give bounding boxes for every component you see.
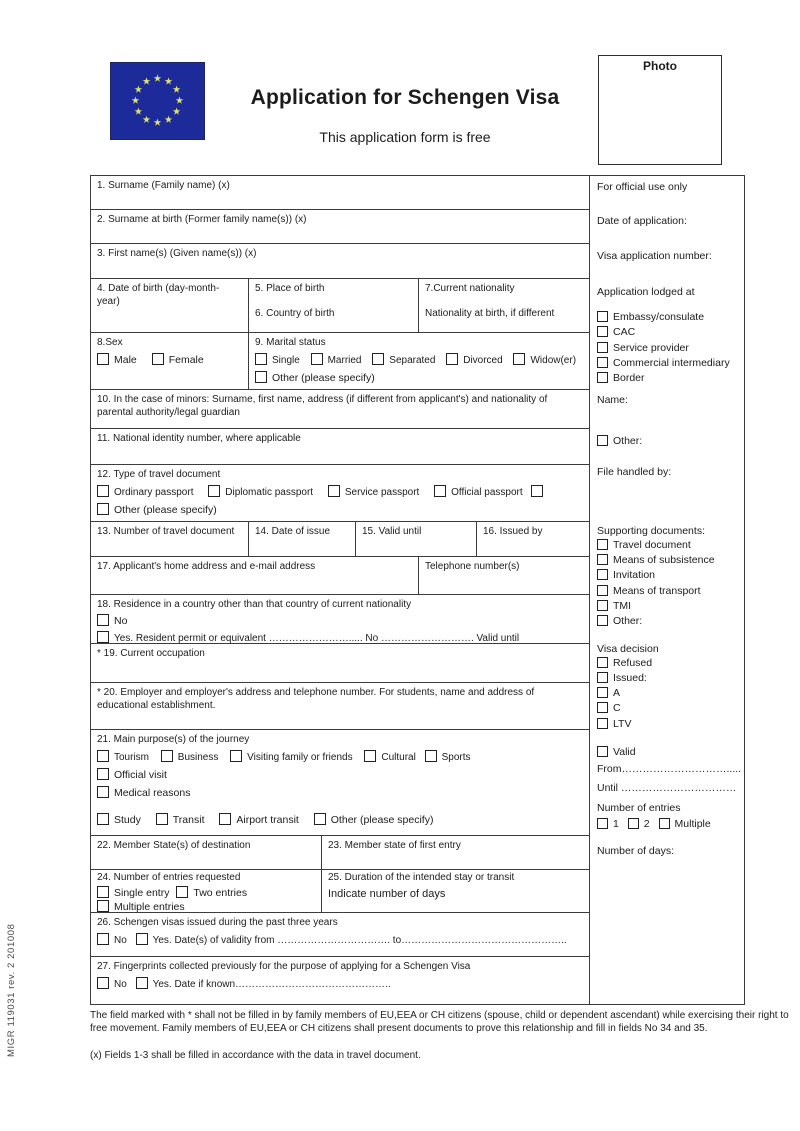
opt-married-label: Married — [327, 354, 362, 366]
row-fields-8-9 — [91, 333, 589, 390]
field-4-date-of-birth[interactable] — [91, 279, 249, 332]
opt-means-of-subsistence-label: Means of subsistence — [613, 554, 715, 567]
opt-commercial-intermediary — [597, 356, 737, 371]
checkbox-diplomatic-passport[interactable] — [208, 485, 220, 497]
field-27-label: 27. Fingerprints collected previously for the purpose of applying for a Schengen Visa — [97, 961, 471, 972]
field-11-label: 11. National identity number, where applicable — [97, 433, 301, 444]
opt-study — [97, 814, 141, 826]
field-5-label: 5. Place of birth — [255, 283, 325, 294]
opt-means-of-subsistence — [597, 553, 737, 568]
opt-entries-1-label: 1 — [613, 818, 619, 831]
opt-fingerprints-no — [97, 979, 127, 990]
field-13-label: 13. Number of travel document — [97, 526, 235, 537]
footer-note-asterisk: The field marked with * shall not be filled in by family members of EU,EEA or CH citizens (spouse, child or dependent ascendant) while exercising their right to free movement. Family members of EU,EEA or CH citizens shall present documents to prove this relationship and fill in fields No 34 and 35. — [90, 1010, 789, 1034]
checkbox-residence-no[interactable] — [97, 614, 109, 626]
checkbox-visa-ltv[interactable] — [597, 718, 608, 729]
opt-embassy-consulate-label: Embassy/consulate — [613, 311, 705, 323]
opt-visa-c — [597, 701, 737, 716]
opt-visa-a — [597, 686, 737, 701]
field-22-destination[interactable] — [91, 836, 322, 869]
opt-widower — [513, 355, 576, 366]
opt-cac-label: CAC — [613, 326, 636, 339]
opt-visa-c-label: C — [613, 702, 621, 715]
checkbox-visas-no[interactable] — [97, 933, 109, 945]
row-field-17 — [91, 557, 589, 595]
checkbox-marital-other[interactable] — [255, 371, 267, 383]
opt-issued-label: Issued: — [613, 671, 647, 684]
opt-fingerprints-yes-label: Yes. Date if known……………………………………….. — [152, 978, 391, 990]
file-handled-by-label: File handled by: — [597, 465, 672, 478]
checkbox-visa-a[interactable] — [597, 687, 608, 698]
opt-visas-no — [97, 935, 127, 946]
checkbox-medical-reasons[interactable] — [97, 786, 109, 798]
opt-service-provider-label: Service provider — [613, 341, 689, 354]
checkbox-purpose-other[interactable] — [314, 813, 326, 825]
field-8-sex — [91, 333, 249, 389]
official-use-panel — [590, 175, 745, 1005]
checkbox-airport-transit[interactable] — [219, 813, 231, 825]
opt-cac — [597, 325, 737, 340]
field-27-fingerprints — [91, 957, 589, 1004]
checkbox-entries-2[interactable] — [628, 818, 639, 829]
field-16-label: 16. Issued by — [483, 526, 543, 537]
opt-travel-doc-other — [97, 504, 217, 516]
field-10-minors[interactable] — [91, 390, 589, 429]
opt-single — [255, 355, 300, 366]
opt-separated — [372, 355, 435, 366]
checkbox-service-passport[interactable] — [328, 485, 340, 497]
opt-ordinary-passport-label: Ordinary passport — [114, 486, 194, 498]
eu-flag-icon — [110, 62, 205, 140]
valid-from-line: From…………………………..... — [597, 763, 742, 776]
checkbox-sports[interactable] — [425, 750, 437, 762]
checkbox-married[interactable] — [311, 353, 323, 365]
opt-two-entries — [176, 887, 247, 899]
checkbox-study[interactable] — [97, 813, 109, 825]
field-1-surname[interactable] — [91, 176, 589, 210]
valid-until-line: Until …………………………… — [597, 782, 737, 795]
opt-fingerprints-no-label: No — [114, 978, 127, 990]
opt-multiple-entries-label: Multiple entries — [114, 900, 185, 912]
opt-tmi — [597, 599, 737, 614]
row-fields-24-25 — [91, 870, 589, 913]
page-title: Application for Schengen Visa — [250, 86, 560, 109]
opt-tourism — [97, 752, 149, 763]
number-of-entries-label: Number of entries — [597, 802, 681, 815]
checkbox-official-visit[interactable] — [97, 768, 109, 780]
field-17-home-address[interactable] — [91, 557, 419, 594]
opt-diplomatic-passport — [208, 487, 313, 498]
field-3-label: 3. First name(s) (Given name(s)) (x) — [97, 248, 257, 259]
checkbox-lodged-other[interactable] — [597, 435, 608, 446]
row-fields-13-to-16 — [91, 522, 589, 557]
field-21-label: 21. Main purpose(s) of the journey — [97, 734, 250, 745]
number-of-days-label: Number of days: — [597, 844, 675, 857]
opt-cultural-label: Cultural — [381, 751, 416, 763]
footer-notes — [90, 1009, 800, 1062]
opt-transit — [156, 814, 205, 826]
opt-single-entry-label: Single entry — [114, 886, 170, 899]
field-3-first-names[interactable] — [91, 244, 589, 279]
opt-invitation — [597, 568, 737, 583]
opt-airport-transit-label: Airport transit — [236, 813, 299, 826]
checkbox-supporting-other[interactable] — [597, 615, 608, 626]
opt-separated-label: Separated — [389, 354, 436, 366]
opt-means-of-transport-label: Means of transport — [613, 584, 701, 597]
checkbox-commercial-intermediary[interactable] — [597, 357, 608, 368]
field-19-label: * 19. Current occupation — [97, 648, 205, 659]
field-5-6-birth-place[interactable] — [249, 279, 419, 332]
opt-issued — [597, 671, 737, 686]
opt-visa-ltv — [597, 717, 737, 732]
opt-entries-multiple-label: Multiple — [674, 818, 711, 831]
visa-application-number-label: Visa application number: — [597, 250, 712, 262]
field-14-label: 14. Date of issue — [255, 526, 331, 537]
field-25-sub-label: Indicate number of days — [328, 887, 446, 900]
photo-box — [598, 55, 722, 165]
opt-residence-no-label: No — [114, 614, 128, 627]
field-23-label: 23. Member state of first entry — [328, 840, 461, 851]
checkbox-entries-1[interactable] — [597, 818, 608, 829]
checkbox-single[interactable] — [255, 353, 267, 365]
opt-travel-doc-other-label: Other (please specify) — [114, 503, 217, 516]
opt-visas-yes — [136, 935, 567, 946]
opt-entries-2-label: 2 — [643, 818, 650, 831]
opt-ordinary-passport — [97, 487, 193, 498]
opt-refused-label: Refused — [613, 656, 653, 669]
opt-service-provider — [597, 341, 737, 356]
opt-study-label: Study — [114, 813, 141, 826]
opt-entries-multiple — [659, 818, 711, 830]
checkbox-cultural[interactable] — [364, 750, 376, 762]
checkbox-ordinary-passport[interactable] — [97, 485, 109, 497]
opt-service-passport-label: Service passport — [344, 486, 420, 498]
checkbox-cac[interactable] — [597, 326, 608, 337]
opt-marital-other-label: Other (please specify) — [272, 371, 375, 384]
page-subtitle: This application form is free — [319, 129, 491, 145]
checkbox-fingerprints-no[interactable] — [97, 977, 109, 989]
checkbox-travel-doc-other[interactable] — [97, 503, 109, 515]
opt-valid-label: Valid — [613, 746, 636, 759]
opt-sports-label: Sports — [441, 751, 471, 763]
checkbox-divorced[interactable] — [446, 353, 458, 365]
checkbox-female[interactable] — [152, 353, 164, 365]
opt-business — [161, 752, 219, 763]
opt-single-label: Single — [272, 354, 300, 366]
checkbox-entries-multiple[interactable] — [659, 818, 670, 829]
field-18-label: 18. Residence in a country other than that country of current nationality — [97, 599, 412, 610]
date-of-application-label: Date of application: — [597, 215, 687, 227]
opt-female-label: Female — [168, 353, 204, 366]
application-lodged-at-label: Application lodged at — [597, 286, 695, 298]
field-25-duration[interactable] — [322, 870, 589, 912]
field-11-national-id[interactable] — [91, 429, 589, 465]
applicant-fields-table — [90, 175, 590, 1005]
opt-fingerprints-yes — [136, 979, 391, 990]
field-15-valid-until[interactable] — [356, 522, 477, 556]
opt-divorced-label: Divorced — [463, 354, 503, 366]
opt-medical-reasons-label: Medical reasons — [114, 786, 191, 799]
opt-official-passport — [434, 487, 523, 498]
opt-travel-document-label: Travel document — [613, 538, 691, 551]
field-4-label: 4. Date of birth (day-month-year) — [97, 283, 220, 307]
checkbox-fingerprints-yes[interactable] — [136, 977, 148, 989]
field-20-label: * 20. Employer and employer's address and telephone number. For students, name and address of educational establishment. — [97, 687, 535, 711]
row-fields-4-to-7 — [91, 279, 589, 333]
checkbox-travel-doc-extra[interactable] — [531, 485, 543, 497]
opt-border — [597, 371, 737, 386]
opt-entries-1 — [597, 818, 619, 830]
checkbox-official-passport[interactable] — [434, 485, 446, 497]
field-24-entries-requested — [91, 870, 322, 912]
checkbox-valid[interactable] — [597, 746, 608, 757]
field-13-document-number[interactable] — [91, 522, 249, 556]
checkbox-travel-document[interactable] — [597, 539, 608, 550]
opt-lodged-other-label: Other: — [613, 435, 643, 448]
field-18-residence — [91, 595, 589, 644]
opt-purpose-other-label: Other (please specify) — [330, 813, 434, 826]
opt-entries-2 — [628, 818, 650, 830]
opt-tourism-label: Tourism — [114, 751, 150, 763]
checkbox-two-entries[interactable] — [176, 886, 188, 898]
checkbox-tourism[interactable] — [97, 750, 109, 762]
checkbox-issued[interactable] — [597, 672, 608, 683]
opt-female — [152, 354, 204, 366]
checkbox-refused[interactable] — [597, 657, 608, 668]
opt-service-passport — [328, 487, 419, 498]
field-8-label: 8.Sex — [97, 337, 123, 348]
field-2-label: 2. Surname at birth (Former family name(s)) (x) — [97, 214, 307, 225]
checkbox-residence-yes[interactable] — [97, 631, 109, 643]
opt-residence-yes-label: Yes. Resident permit or equivalent ……………………..... No ………………………. Valid until — [114, 632, 520, 644]
field-16-issued-by[interactable] — [477, 522, 589, 556]
opt-widower-label: Widow(er) — [530, 354, 577, 366]
field-17-telephone-label: Telephone number(s) — [425, 561, 520, 572]
opt-visas-yes-label: Yes. Date(s) of validity from ……………………………. to………………………………………….. — [152, 934, 567, 946]
opt-male — [97, 354, 137, 366]
entries-options-line — [597, 817, 737, 832]
name-label: Name: — [597, 394, 628, 407]
opt-tmi-label: TMI — [613, 599, 632, 612]
opt-visa-ltv-label: LTV — [613, 717, 632, 730]
opt-cultural — [364, 752, 415, 763]
checkbox-tmi[interactable] — [597, 600, 608, 611]
supporting-documents-label: Supporting documents: — [597, 524, 705, 537]
opt-supporting-other-label: Other: — [613, 615, 643, 628]
opt-diplomatic-passport-label: Diplomatic passport — [225, 486, 314, 498]
opt-transit-label: Transit — [172, 813, 205, 826]
photo-label: Photo — [643, 59, 677, 73]
checkbox-invitation[interactable] — [597, 569, 608, 580]
checkbox-business[interactable] — [161, 750, 173, 762]
opt-single-entry — [97, 887, 169, 899]
opt-visa-a-label: A — [613, 687, 621, 700]
opt-valid — [597, 745, 737, 760]
field-21-journey-purpose — [91, 730, 589, 836]
opt-sports — [425, 752, 471, 763]
field-20-employer[interactable] — [91, 683, 589, 730]
checkbox-visas-yes[interactable] — [136, 933, 148, 945]
checkbox-transit[interactable] — [156, 813, 168, 825]
checkbox-visa-c[interactable] — [597, 702, 608, 713]
field-10-label: 10. In the case of minors: Surname, first name, address (if different from applicant's) and nationality of parental authority/legal guardian — [97, 394, 548, 418]
checkbox-multiple-entries[interactable] — [97, 900, 109, 912]
opt-visiting-family-label: Visiting family or friends — [247, 751, 353, 763]
field-26-label: 26. Schengen visas issued during the past three years — [97, 917, 338, 928]
opt-visas-no-label: No — [114, 934, 127, 946]
field-7-label: 7.Current nationality — [425, 283, 515, 294]
opt-business-label: Business — [177, 751, 219, 763]
field-17-label: 17. Applicant's home address and e-mail address — [97, 561, 316, 572]
field-24-label: 24. Number of entries requested — [97, 872, 241, 883]
field-9-label: 9. Marital status — [255, 337, 326, 348]
opt-official-passport-label: Official passport — [451, 486, 523, 498]
opt-official-visit-label: Official visit — [114, 768, 167, 781]
opt-two-entries-label: Two entries — [193, 886, 248, 899]
field-9-marital-status — [249, 333, 589, 389]
field-12-travel-document-type — [91, 465, 589, 522]
checkbox-embassy-consulate[interactable] — [597, 311, 608, 322]
field-15-label: 15. Valid until — [362, 526, 422, 537]
opt-refused — [597, 656, 737, 671]
field-7-nationality[interactable] — [419, 279, 589, 332]
opt-marital-other — [255, 372, 375, 384]
field-26-previous-visas — [91, 913, 589, 957]
field-1-label: 1. Surname (Family name) (x) — [97, 180, 230, 191]
opt-invitation-label: Invitation — [613, 569, 656, 582]
opt-male-label: Male — [114, 353, 137, 366]
opt-married — [311, 355, 362, 366]
checkbox-means-of-transport[interactable] — [597, 585, 608, 596]
row-fields-22-23 — [91, 836, 589, 870]
field-19-occupation[interactable] — [91, 644, 589, 683]
opt-divorced — [446, 355, 502, 366]
field-23-first-entry[interactable] — [322, 836, 589, 869]
checkbox-border[interactable] — [597, 372, 608, 383]
field-12-label: 12. Type of travel document — [97, 469, 221, 480]
opt-border-label: Border — [613, 372, 645, 385]
checkbox-separated[interactable] — [372, 353, 384, 365]
opt-embassy-consulate — [597, 310, 737, 325]
checkbox-widower[interactable] — [513, 353, 525, 365]
form-reference-code: MIGR 119031 rev. 2 201008 — [6, 923, 17, 1057]
checkbox-service-provider[interactable] — [597, 342, 608, 353]
checkbox-male[interactable] — [97, 353, 109, 365]
official-use-title: For official use only — [597, 181, 688, 193]
form-body — [90, 175, 745, 1005]
footer-note-x: (x) Fields 1-3 shall be filled in accordance with the data in travel document. — [90, 1050, 421, 1061]
opt-means-of-transport — [597, 584, 737, 599]
field-14-date-of-issue[interactable] — [249, 522, 356, 556]
opt-visiting-family — [230, 752, 352, 763]
opt-supporting-other — [597, 614, 737, 629]
field-17-telephone[interactable] — [419, 557, 589, 594]
opt-airport-transit — [219, 814, 298, 826]
field-7b-label: Nationality at birth, if different — [425, 307, 555, 319]
checkbox-visiting-family[interactable] — [230, 750, 242, 762]
opt-travel-document — [597, 538, 737, 553]
opt-lodged-other — [597, 434, 737, 449]
field-2-surname-at-birth[interactable] — [91, 210, 589, 244]
opt-purpose-other — [314, 814, 434, 826]
field-22-label: 22. Member State(s) of destination — [97, 840, 251, 851]
opt-commercial-intermediary-label: Commercial intermediary — [613, 356, 730, 369]
field-6-label: 6. Country of birth — [255, 307, 335, 319]
visa-decision-label: Visa decision — [597, 642, 659, 655]
field-25-label: 25. Duration of the intended stay or transit — [328, 872, 515, 883]
checkbox-means-of-subsistence[interactable] — [597, 554, 608, 565]
checkbox-single-entry[interactable] — [97, 886, 109, 898]
